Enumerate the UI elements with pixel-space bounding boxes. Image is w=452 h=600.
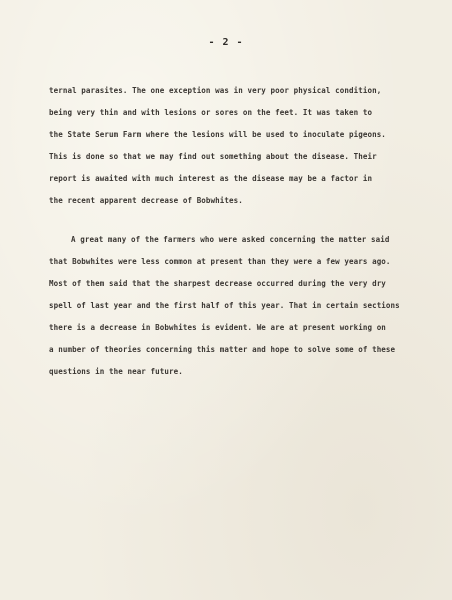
text-line: report is awaited with much interest as the disease may be a factor in (49, 174, 373, 183)
text-line: Most of them said that the sharpest decrease occurred during the very dry (49, 279, 386, 288)
page-number: - 2 - (208, 37, 244, 48)
text-line: the State Serum Farm where the lesions will be used to inoculate pigeons. (49, 130, 386, 139)
text-line: the recent apparent decrease of Bobwhites. (49, 196, 243, 205)
text-line: there is a decrease in Bobwhites is evident. We are at present working on (49, 323, 386, 332)
body-text (49, 80, 444, 383)
text-line: A great many of the farmers who were asked concerning the matter said (71, 235, 390, 244)
text-line: questions in the near future. (49, 367, 183, 376)
text-line: being very thin and with lesions or sores on the feet. It was taken to (49, 108, 373, 117)
text-line: a number of theories concerning this matter and hope to solve some of these (49, 345, 396, 354)
text-line: This is done so that we may find out something about the disease. Their (49, 152, 377, 161)
text-line: that Bobwhites were less common at present than they were a few years ago. (49, 257, 391, 266)
text-line: spell of last year and the first half of this year. That in certain sections (49, 301, 400, 310)
text-line: ternal parasites. The one exception was in very poor physical condition, (49, 86, 382, 95)
paragraph-2 (49, 229, 444, 383)
paragraph-1 (49, 80, 444, 212)
